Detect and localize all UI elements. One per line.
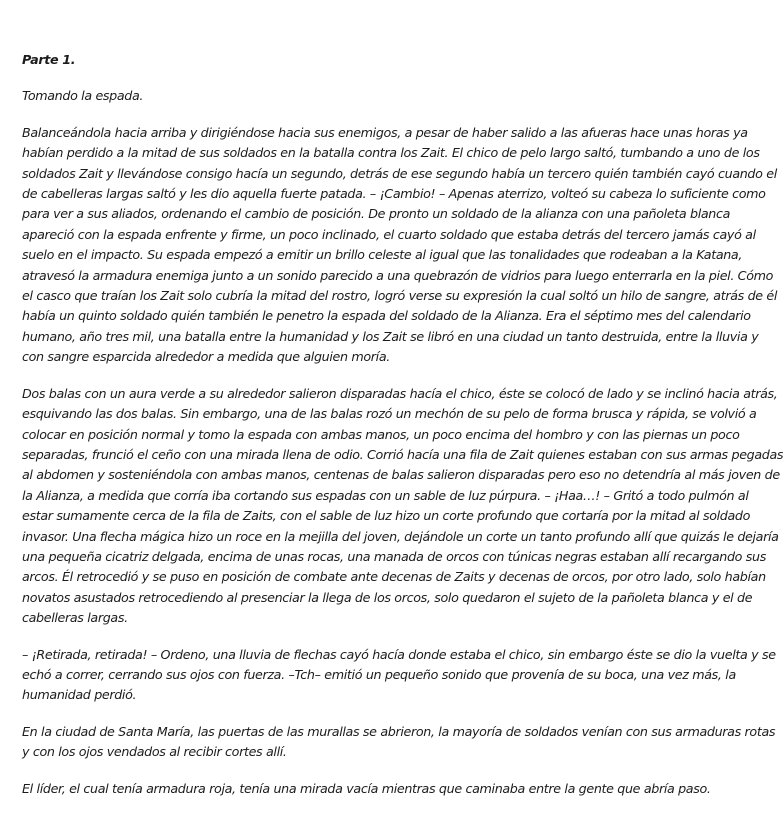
text-line: de cabelleras largas saltó y les dio aquella fuerte patada. – ¡Cambio! – Apenas aterrizo, volteó su cabeza lo suficiente como — [22, 186, 766, 202]
text-line: – ¡Retirada, retirada! – Ordeno, una lluvia de flechas cayó hacía donde estaba el chico, sin embargo éste se dio la vuelta y se — [22, 646, 776, 662]
chapter-subtitle: Tomando la espada. — [22, 88, 144, 104]
paragraph-4 — [22, 722, 782, 763]
paragraph-5 — [22, 779, 782, 799]
text-line: el casco que traían los Zait solo cubría la mitad del rostro, logró verse su expresión la cual soltó un hilo de sangre, atrás de él — [22, 288, 778, 304]
text-line: para ver a sus aliados, ordenando el cambio de posición. De pronto un soldado de la alianza con una pañoleta blanca — [22, 206, 731, 222]
text-line: soldados Zait y llevándose consigo hacía un segundo, detrás de ese segundo había un tercero quién también cayó cuando el — [22, 165, 777, 181]
text-line: apareció con la espada enfrente y firme, un poco inclinado, el cuarto soldado que estaba detrás del tercero jamás cayó al — [22, 226, 756, 242]
document-body — [22, 50, 782, 815]
text-line: habían perdido a la mitad de sus soldados en la batalla contra los Zait. El chico de pelo largo saltó, tumbando a uno de los — [22, 145, 760, 161]
text-line: novatos asustados retrocediendo al presenciar la llega de los orcos, solo quedaron el sujeto de la pañoleta blanca y el de — [22, 589, 753, 605]
text-line: y con los ojos vendados al recibir cortes allí. — [22, 744, 287, 760]
text-line: Dos balas con un aura verde a su alrededor salieron disparadas hacía el chico, éste se colocó de lado y se inclinó hacia atrás, — [22, 385, 778, 401]
text-line: una pequeña cicatriz delgada, encima de unas rocas, una manada de orcos con túnicas negras estaban allí recargando sus — [22, 548, 766, 564]
text-line: esquivando las dos balas. Sin embargo, una de las balas rozó un mechón de su pelo de forma brusca y rápida, se volvió a — [22, 406, 757, 422]
text-line: al abdomen y sosteniéndola con ambas manos, centenas de balas salieron disparadas pero eso no detendría al más joven de — [22, 467, 780, 483]
text-line: invasor. Una flecha mágica hizo un roce en la mejilla del joven, dejándole un corte un tanto profundo allí que quizás le dejaría — [22, 528, 779, 544]
section-heading: Parte 1. — [22, 52, 76, 67]
text-line: En la ciudad de Santa María, las puertas de las murallas se abrieron, la mayoría de soldados venían con sus armaduras rotas — [22, 723, 776, 739]
text-line: El líder, el cual tenía armadura roja, tenía una mirada vacía mientras que caminaba entre la gente que abría paso. — [22, 780, 711, 796]
text-line: suelo en el impacto. Su espada empezó a emitir un brillo celeste al igual que las tonalidades que rodeaban a la Katana, — [22, 247, 743, 263]
text-line: había un quinto soldado quién también le penetro la espada del soldado de la Alianza. Era el séptimo mes del calendario — [22, 308, 751, 324]
text-line: colocar en posición normal y tomo la espada con ambas manos, un poco encima del hombro y con las piernas un poco — [22, 426, 740, 442]
text-line: estar sumamente cerca de la fila de Zaits, con el sable de luz hizo un corte profundo que cortaría por la mitad al soldado — [22, 508, 751, 524]
paragraph-1 — [22, 123, 782, 368]
paragraph-3 — [22, 645, 782, 706]
text-line: con sangre esparcida alrededor a medida que alguien moría. — [22, 349, 390, 365]
text-line: humanidad perdió. — [22, 687, 137, 703]
text-line: la Alianza, a medida que corría iba cortando sus espadas con un sable de luz púrpura. – ¡Haa…! – Gritó a todo pulmón al — [22, 487, 749, 503]
text-line: Balanceándola hacia arriba y dirigiéndose hacia sus enemigos, a pesar de haber salido a las afueras hace unas horas ya — [22, 124, 748, 140]
text-line: cabelleras largas. — [22, 610, 128, 626]
paragraph-2 — [22, 384, 782, 629]
text-line: humano, año tres mil, una batalla entre la humanidad y los Zait se libró en una ciudad un tanto destruida, entre la lluvia y — [22, 328, 759, 344]
text-line: arcos. Él retrocedió y se puso en posición de combate ante decenas de Zaits y decenas de orcos, por otro lado, solo habían — [22, 569, 766, 585]
text-line: atravesó la armadura enemiga junto a un sonido parecido a una quebrazón de vidrios para luego enterrarla en la piel. Cómo — [22, 267, 774, 283]
text-line: echó a correr, cerrando sus ojos con fuerza. –Tch– emitió un pequeño sonido que provenía de su boca, una vez más, la — [22, 666, 736, 682]
text-line: separadas, frunció el ceño con una mirada llena de odio. Corrió hacía una fila de Zait quienes estaban con sus armas pegadas — [22, 446, 783, 462]
